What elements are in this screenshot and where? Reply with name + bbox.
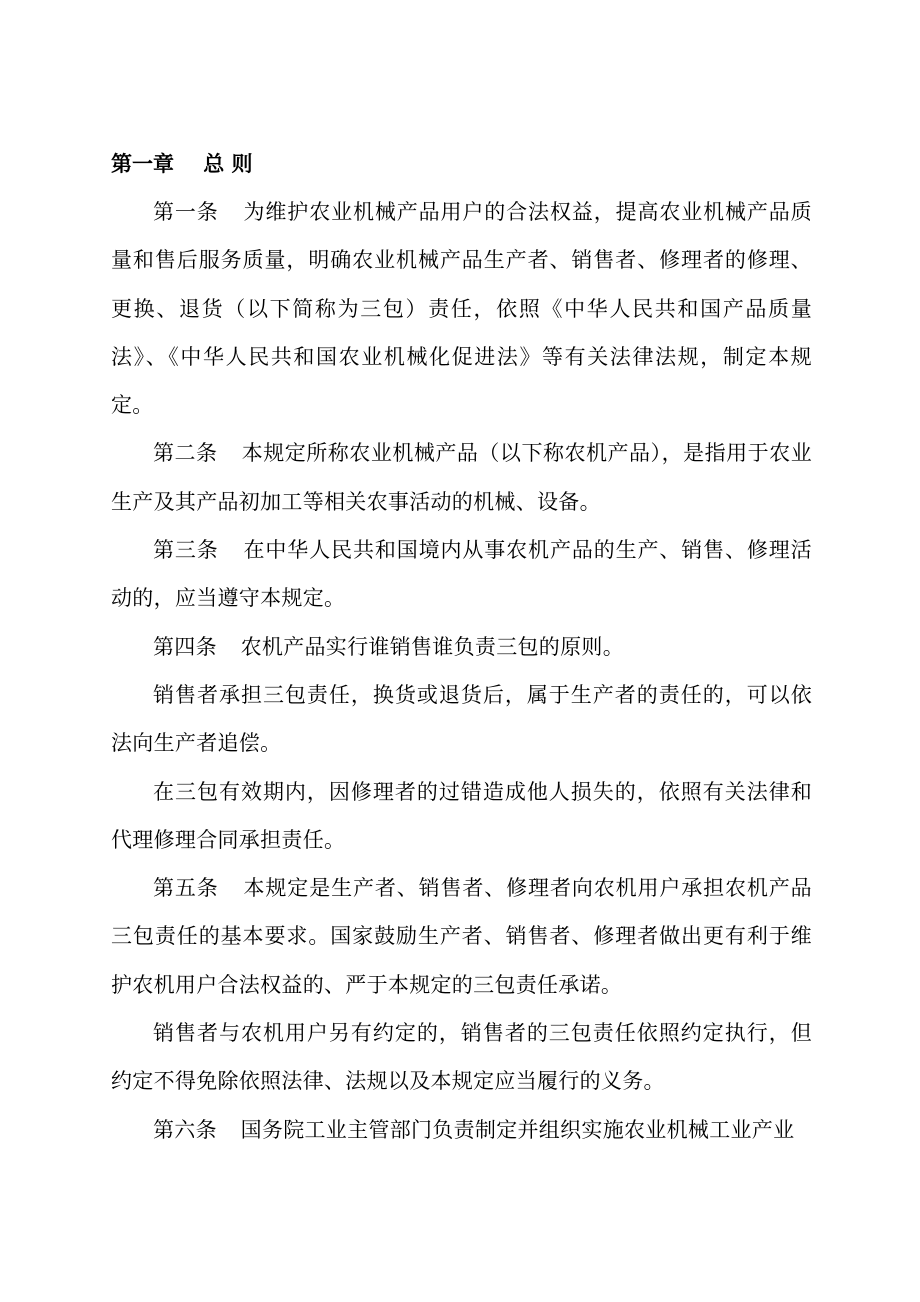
article-text: 销售者承担三包责任，换货或退货后，属于生产者的责任的，可以依法向生产者追偿。 <box>111 682 812 756</box>
article-text: 在中华人民共和国境内从事农机产品的生产、销售、修理活动的，应当遵守本规定。 <box>111 538 812 611</box>
article-4 <box>111 623 812 671</box>
article-5-clause-2 <box>111 1009 812 1106</box>
article-4-clause-3 <box>111 768 812 865</box>
article-1 <box>111 188 812 429</box>
article-label: 第二条 <box>153 441 218 466</box>
article-label: 第五条 <box>153 876 219 901</box>
chapter-title: 第一章 总 则 <box>111 151 253 176</box>
article-label: 第四条 <box>153 634 217 659</box>
article-4-clause-2 <box>111 671 812 768</box>
article-text: 为维护农业机械产品用户的合法权益，提高农业机械产品质量和售后服务质量，明确农业机械产品生产者、销售者、修理者的修理、更换、退货（以下简称为三包）责任，依照《中华人民共和国产品质量法》、《中华人民共和国农业机械化促进法》等有关法律法规，制定本规定。 <box>111 200 812 418</box>
article-label: 第一条 <box>153 200 219 224</box>
article-3 <box>111 526 812 623</box>
article-text: 国务院工业主管部门负责制定并组织实施农业机械工业产业 <box>240 1117 795 1142</box>
article-text: 本规定是生产者、销售者、修理者向农机用户承担农机产品三包责任的基本要求。国家鼓励生产者、销售者、修理者做出更有利于维护农机用户合法权益的、严于本规定的三包责任承诺。 <box>111 876 812 997</box>
article-6 <box>111 1106 812 1154</box>
document-body <box>111 188 812 1154</box>
article-2 <box>111 429 812 526</box>
article-text: 在三包有效期内，因修理者的过错造成他人损失的，依照有关法律和代理修理合同承担责任。 <box>111 779 812 852</box>
article-text: 销售者与农机用户另有约定的，销售者的三包责任依照约定执行，但约定不得免除依照法律、法规以及本规定应当履行的义务。 <box>111 1021 812 1094</box>
article-label: 第三条 <box>153 538 219 563</box>
article-text: 农机产品实行谁销售谁负责三包的原则。 <box>240 634 625 659</box>
article-label: 第六条 <box>153 1117 217 1142</box>
article-text: 本规定所称农业机械产品（以下称农机产品），是指用于农业生产及其产品初加工等相关农事活动的机械、设备。 <box>111 441 812 514</box>
article-5 <box>111 864 812 1009</box>
